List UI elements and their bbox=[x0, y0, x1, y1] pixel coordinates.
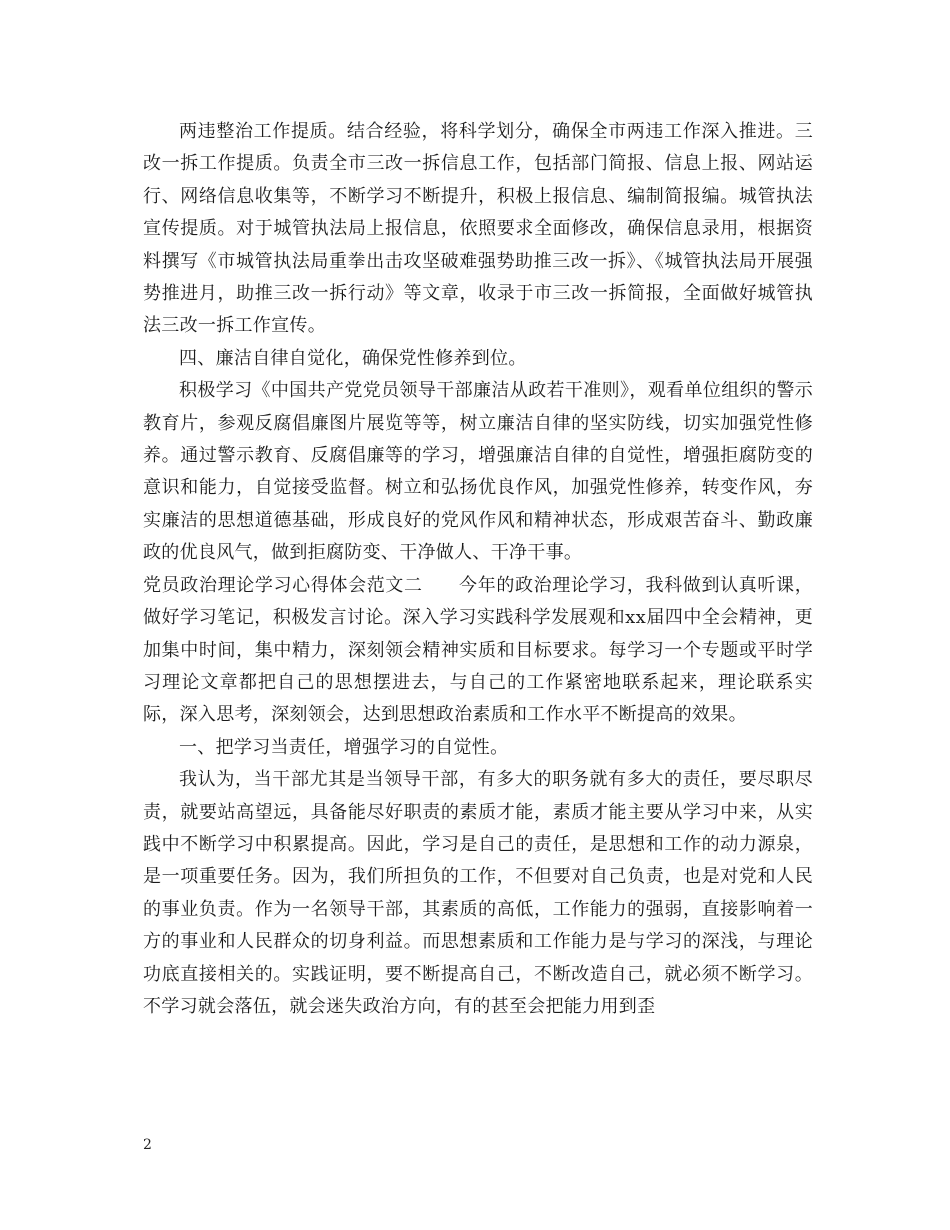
document-body bbox=[143, 116, 813, 1023]
section-heading-responsibility: 一、把学习当责任，增强学习的自觉性。 bbox=[179, 736, 509, 758]
essay-two-intro: 今年的政治理论学习，我科做到认真听课，做好学习笔记，积极发言讨论。深入学习实践科学发展观和xx届四中全会精神，更加集中时间，集中精力，深刻领会精神实质和目标要求。每学习一个专题或平时学习理论文章都把自己的思想摆进去，与自己的工作紧密地联系起来，理论联系实际，深入思考，深刻领会，达到思想政治素质和工作水平不断提高的效果。 bbox=[143, 574, 813, 726]
paragraph-demolition-work: 两违整治工作提质。结合经验，将科学划分，确保全市两违工作深入推进。三改一拆工作提质。负责全市三改一拆信息工作，包括部门简报、信息上报、网站运行、网络信息收集等，不断学习不断提升，积极上报信息、编制简报编。城管执法宣传提质。对于城管执法局上报信息，依照要求全面修改，确保信息录用，根据资料撰写《市城管执法局重拳出击攻坚破难强势助推三改一拆》、《城管执法局开展强势推进月，助推三改一拆行动》等文章，收录于市三改一拆简报，全面做好城管执法三改一拆工作宣传。 bbox=[143, 121, 813, 337]
page-number: 2 bbox=[143, 1137, 152, 1153]
paragraph-responsibility: 我认为，当干部尤其是当领导干部，有多大的职务就有多大的责任，要尽职尽责，就要站高望远，具备能尽好职责的素质才能，素质才能主要从学习中来，从实践中不断学习中积累提高。因此，学习是自己的责任，是思想和工作的动力源泉，是一项重要任务。因为，我们所担负的工作，不但要对自己负责，也是对党和人民的事业负责。作为一名领导干部，其素质的高低，工作能力的强弱，直接影响着一方的事业和人民群众的切身利益。而思想素质和工作能力是与学习的深浅，与理论功底直接相关的。实践证明，要不断提高自己，不断改造自己，就必须不断学习。不学习就会落伍，就会迷失政治方向，有的甚至会把能力用到歪 bbox=[143, 769, 813, 1017]
paragraph-integrity-study: 积极学习《中国共产党党员领导干部廉洁从政若干准则》，观看单位组织的警示教育片，参观反腐倡廉图片展览等等，树立廉洁自律的坚实防线，切实加强党性修养。通过警示教育、反腐倡廉等的学习，增强廉洁自律的自觉性，增强拒腐防变的意识和能力，自觉接受监督。树立和弘扬优良作风，加强党性修养，转变作风，夯实廉洁的思想道德基础，形成良好的党风作风和精神状态，形成艰苦奋斗、勤政廉政的优良风气，做到拒腐防变、干净做人、干净干事。 bbox=[143, 380, 813, 564]
essay-two-title: 党员政治理论学习心得体会范文二 bbox=[143, 574, 423, 596]
paragraph-essay-two bbox=[143, 570, 813, 732]
section-heading-integrity: 四、廉洁自律自觉化，确保党性修养到位。 bbox=[179, 347, 527, 369]
